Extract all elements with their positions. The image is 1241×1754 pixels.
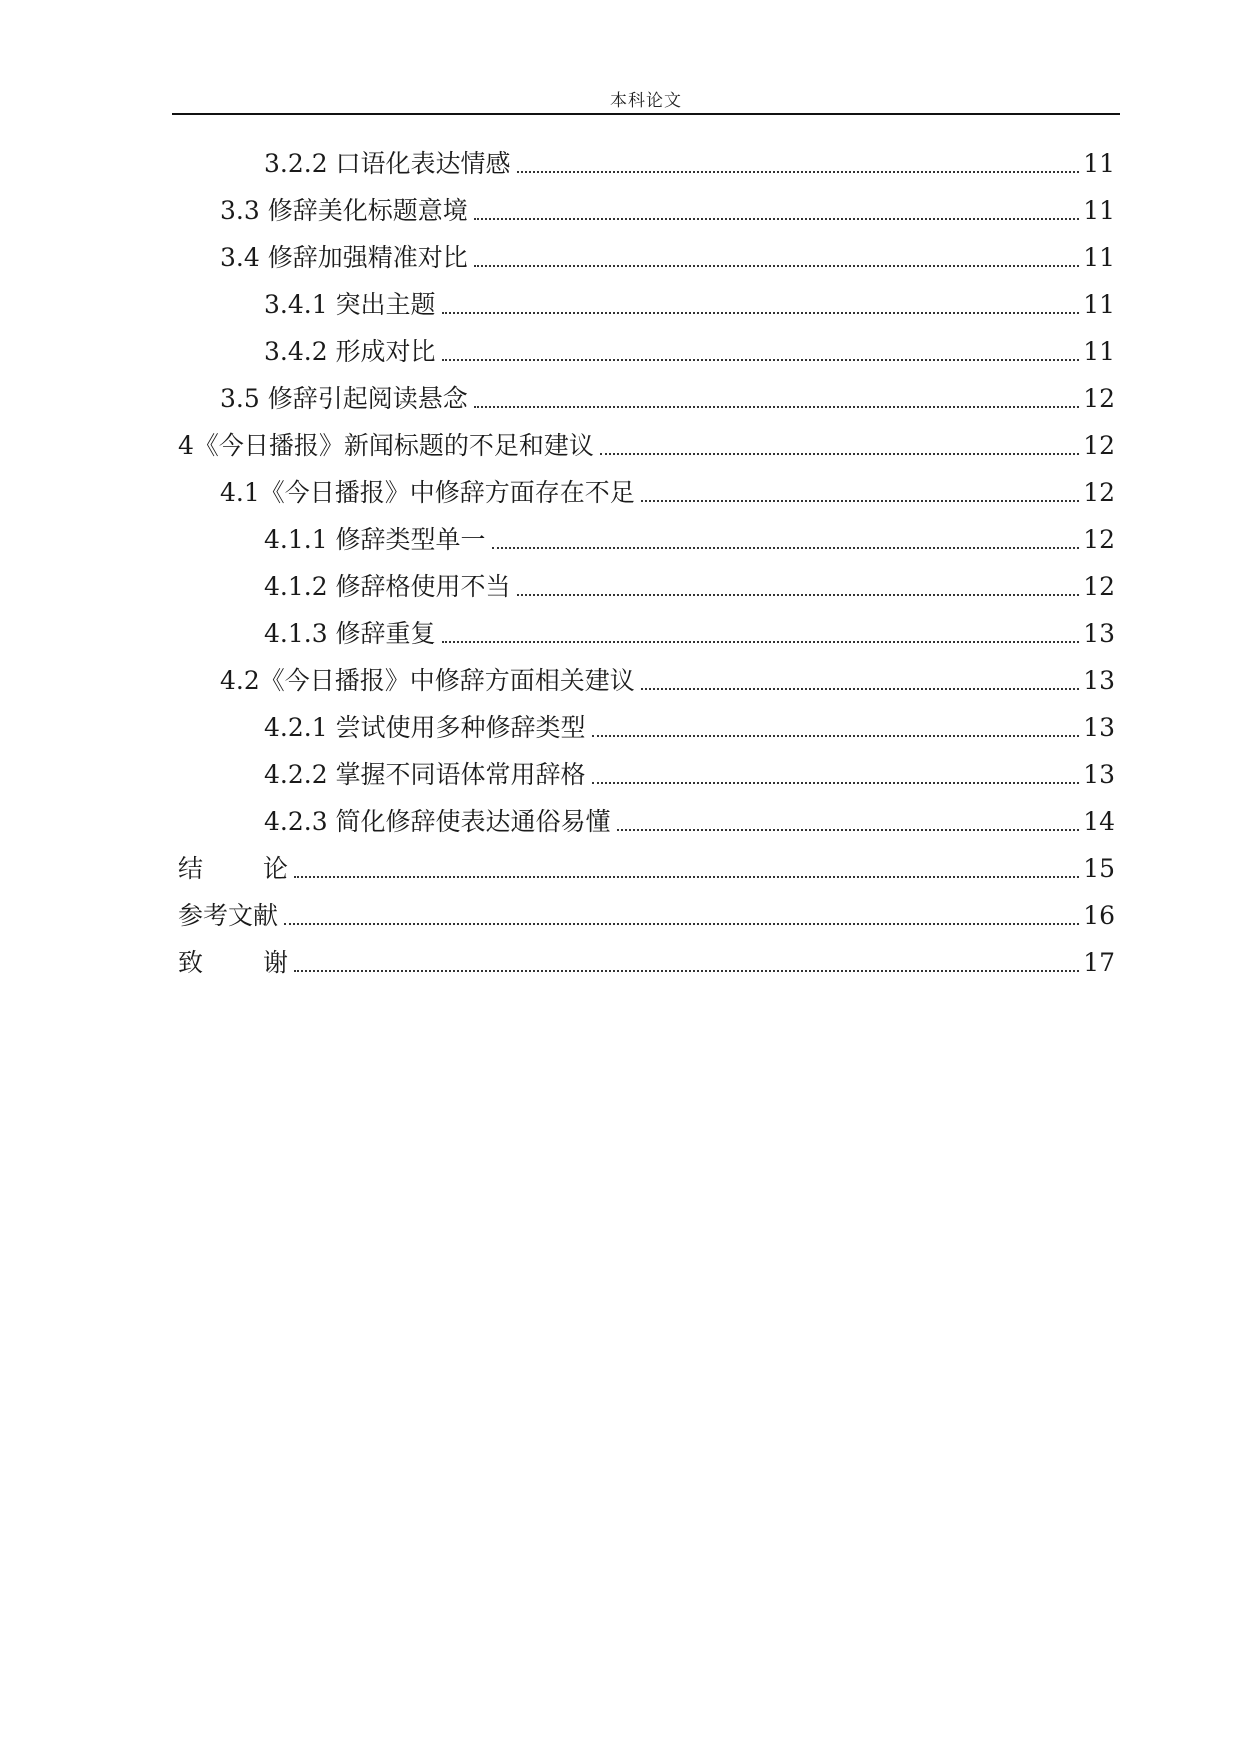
toc-entry-3-3[interactable] — [220, 194, 1115, 228]
toc-leader-dots — [617, 829, 1080, 831]
toc-leader-dots — [442, 359, 1080, 361]
toc-entry-3-5[interactable] — [220, 382, 1115, 416]
toc-entry-title: 3.5 修辞引起阅读悬念 — [220, 384, 468, 413]
toc-entry-4-1-1[interactable] — [264, 523, 1115, 557]
toc-entry-title: 3.4 修辞加强精准对比 — [220, 243, 468, 272]
toc-leader-dots — [492, 547, 1080, 549]
toc-leader-dots — [641, 688, 1079, 690]
toc-entry-title: 4.2.1 尝试使用多种修辞类型 — [264, 713, 586, 742]
toc-title-char: 致 — [178, 948, 204, 977]
toc-leader-dots — [592, 735, 1080, 737]
toc-leader-dots — [517, 171, 1080, 173]
toc-title-char: 结 — [178, 854, 204, 883]
toc-page-number: 12 — [1083, 384, 1115, 413]
toc-leader-dots — [442, 312, 1080, 314]
toc-entry-title: 3.3 修辞美化标题意境 — [220, 196, 468, 225]
toc-page-number: 12 — [1083, 478, 1115, 507]
toc-page-number: 11 — [1083, 290, 1115, 319]
toc-page-number: 16 — [1083, 901, 1115, 930]
page-header: 本科论文 — [610, 91, 682, 111]
toc-entry-4-2-1[interactable] — [264, 711, 1115, 745]
toc-page-number: 13 — [1083, 713, 1115, 742]
toc-leader-dots — [641, 500, 1079, 502]
toc-entry-title: 4.1.3 修辞重复 — [264, 619, 436, 648]
toc-leader-dots — [442, 641, 1080, 643]
toc-page-number: 11 — [1083, 149, 1115, 178]
toc-page-number: 17 — [1083, 948, 1115, 977]
toc-entry-title: 3.2.2 口语化表达情感 — [264, 149, 511, 178]
toc-leader-dots — [284, 923, 1079, 925]
toc-entry-3-2-2[interactable] — [264, 147, 1115, 181]
toc-leader-dots — [294, 970, 1079, 972]
toc-page-number: 15 — [1083, 854, 1115, 883]
toc-page-number: 11 — [1083, 243, 1115, 272]
toc-entry-references[interactable] — [178, 899, 1115, 933]
toc-entry-title: 4《今日播报》新闻标题的不足和建议 — [178, 431, 594, 460]
toc-entry-title: 4.1.1 修辞类型单一 — [264, 525, 486, 554]
toc-page-number: 13 — [1083, 760, 1115, 789]
toc-title-char: 谢 — [262, 948, 288, 977]
toc-page-number: 13 — [1083, 666, 1115, 695]
header-divider — [172, 113, 1120, 115]
toc-leader-dots — [517, 594, 1080, 596]
toc-entry-4-1[interactable] — [220, 476, 1115, 510]
toc-entry-title: 参考文献 — [178, 901, 279, 930]
toc-page-number: 13 — [1083, 619, 1115, 648]
toc-entry-conclusion[interactable] — [178, 852, 1115, 886]
toc-entry-3-4-1[interactable] — [264, 288, 1115, 322]
toc-entry-title: 4.2.2 掌握不同语体常用辞格 — [264, 760, 586, 789]
toc-entry-3-4[interactable] — [220, 241, 1115, 275]
toc-leader-dots — [600, 453, 1079, 455]
toc-entry-title: 3.4.2 形成对比 — [264, 337, 436, 366]
toc-entry-title: 3.4.1 突出主题 — [264, 290, 436, 319]
toc-entry-title: 4.1《今日播报》中修辞方面存在不足 — [220, 478, 635, 507]
toc-entry-title — [178, 946, 294, 980]
toc-entry-4[interactable] — [178, 429, 1115, 463]
toc-entry-title — [178, 852, 294, 886]
toc-entry-4-2-2[interactable] — [264, 758, 1115, 792]
toc-entry-acknowledgements[interactable] — [178, 946, 1115, 980]
toc-page-number: 12 — [1083, 572, 1115, 601]
toc-entry-title: 4.2《今日播报》中修辞方面相关建议 — [220, 666, 635, 695]
toc-entry-4-2-3[interactable] — [264, 805, 1115, 839]
toc-page-number: 12 — [1083, 525, 1115, 554]
toc-entry-4-1-3[interactable] — [264, 617, 1115, 651]
toc-title-char: 论 — [262, 854, 288, 883]
toc-leader-dots — [294, 876, 1079, 878]
toc-entry-title: 4.1.2 修辞格使用不当 — [264, 572, 511, 601]
toc-entry-4-2[interactable] — [220, 664, 1115, 698]
toc-entry-3-4-2[interactable] — [264, 335, 1115, 369]
toc-page-number: 11 — [1083, 337, 1115, 366]
toc-page-number: 12 — [1083, 431, 1115, 460]
toc-page-number: 11 — [1083, 196, 1115, 225]
toc-page-number: 14 — [1083, 807, 1115, 836]
toc-entry-title: 4.2.3 简化修辞使表达通俗易懂 — [264, 807, 611, 836]
toc-leader-dots — [474, 218, 1079, 220]
toc-leader-dots — [474, 265, 1079, 267]
toc-entry-4-1-2[interactable] — [264, 570, 1115, 604]
toc-leader-dots — [592, 782, 1080, 784]
toc-leader-dots — [474, 406, 1079, 408]
